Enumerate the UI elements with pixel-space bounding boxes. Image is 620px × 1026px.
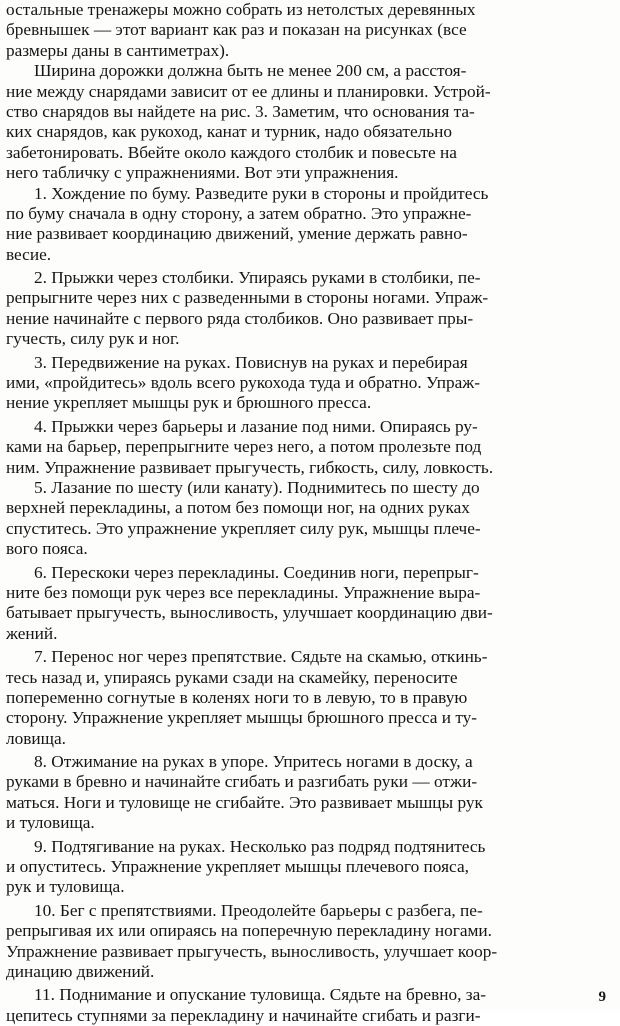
text-line: ним. Упражнение развивает прыгучесть, гибкость, силу, ловкость.	[6, 457, 494, 477]
text-line: забетонировать. Вбейте около каждого столбик и повесьте на	[6, 142, 457, 162]
text-line: ние между снарядами зависит от ее длины и планировки. Устрой-	[6, 81, 491, 101]
text-line: ками на барьер, перепрыгните через него, а потом пролезьте под	[6, 437, 482, 457]
text-line: рук и туловища.	[6, 877, 125, 897]
paragraph	[6, 752, 614, 834]
paragraph	[6, 268, 614, 350]
text-line: по буму сначала в одну сторону, а затем обратно. Это упражне-	[6, 203, 472, 223]
text-line: 8. Отжимание на руках в упоре. Упритесь ногами в доску, а	[34, 752, 473, 772]
text-line: остальные тренажеры можно собрать из нетолстых деревянных	[6, 0, 476, 19]
text-line: 2. Прыжки через столбики. Упираясь руками в столбики, пе-	[34, 268, 481, 288]
paragraph	[6, 61, 614, 183]
text-line: бревнышек — этот вариант как раз и показан на рисунках (все	[6, 20, 467, 40]
paragraph	[6, 837, 614, 898]
text-line: нение начинайте с первого ряда столбиков. Оно развивает пры-	[6, 308, 474, 328]
text-line: ство снарядов вы найдете на рис. 3. Заметим, что основания та-	[6, 101, 475, 121]
text-line: размеры даны в сантиметрах).	[6, 40, 230, 60]
text-line: 1. Хождение по буму. Разведите руки в стороны и пройдитесь	[34, 183, 489, 203]
text-line: ими, «пройдитесь» вдоль всего рукохода туда и обратно. Упраж-	[6, 373, 480, 393]
paragraph	[6, 563, 614, 645]
text-line: цепитесь ступнями за перекладину и начинайте сгибать и разги-	[6, 1005, 481, 1025]
text-line: динацию движений.	[6, 961, 155, 981]
text-line: верхней перекладины, а потом без помощи ног, на одних руках	[6, 498, 470, 518]
text-line: 3. Передвижение на руках. Повиснув на руках и перебирая	[34, 352, 468, 372]
text-line: тесь назад и, упираясь руками сзади на скамейку, переносите	[6, 667, 458, 687]
text-line: репрыгните через них с разведенными в стороны ногами. Упраж-	[6, 288, 489, 308]
paragraph	[6, 478, 614, 560]
text-line: спуститесь. Это упражнение укрепляет силу рук, мышцы плече-	[6, 518, 481, 538]
text-line: батывает прыгучесть, выносливость, улучшает координацию дви-	[6, 603, 493, 623]
paragraph	[6, 417, 614, 478]
text-line: репрыгивая их или опираясь на поперечную перекладину ногами.	[6, 921, 492, 941]
text-line: весие.	[6, 244, 52, 264]
text-line: нение укрепляет мышцы рук и брюшного пресса.	[6, 393, 372, 413]
text-line: 11. Поднимание и опускание туловища. Сядьте на бревно, за-	[34, 985, 487, 1005]
page-number: 9	[598, 989, 606, 1005]
paragraph	[6, 985, 614, 1026]
text-line: жений.	[6, 623, 58, 643]
text-line: сторону. Упражнение укрепляет мышцы брюшного пресса и ту-	[6, 708, 478, 728]
text-line: Ширина дорожки должна быть не менее 200 см, а расстоя-	[34, 61, 467, 81]
text-line: ких снарядов, как рукоход, канат и турник, надо обязательно	[6, 122, 453, 142]
text-line: 4. Прыжки через барьеры и лазание под ними. Опираясь ру-	[34, 416, 478, 436]
paragraph	[6, 353, 614, 414]
paragraph	[6, 0, 614, 61]
text-line: ловища.	[6, 728, 66, 748]
text-line: 6. Перескоки через перекладины. Соединив ноги, перепрыг-	[34, 562, 479, 582]
text-line: 7. Перенос ног через препятствие. Сядьте на скамью, откинь-	[34, 647, 488, 667]
text-line: и туловища.	[6, 813, 95, 833]
text-line: руками в бревно и начинайте сгибать и разгибать руки — отжи-	[6, 772, 478, 792]
text-line: попеременно согнутые в коленях ноги то в левую, то в правую	[6, 687, 468, 707]
paragraph	[6, 901, 614, 983]
text-line: маться. Ноги и туловище не сгибайте. Это развивает мышцы рук	[6, 792, 483, 812]
body-text	[6, 0, 614, 1026]
text-line: ните без помощи рук через все перекладины. Упражнение выра-	[6, 582, 481, 602]
text-line: вого пояса.	[6, 539, 88, 559]
text-line: ние развивает координацию движений, умение держать равно-	[6, 224, 468, 244]
text-line: него табличку с упражнениями. Вот эти упражнения.	[6, 163, 399, 183]
paragraph	[6, 647, 614, 749]
text-line: и опуститесь. Упражнение укрепляет мышцы плечевого пояса,	[6, 857, 469, 877]
text-line: гучесть, силу рук и ног.	[6, 329, 180, 349]
paragraph	[6, 184, 614, 266]
text-line: 9. Подтягивание на руках. Несколько раз подряд подтянитесь	[34, 836, 486, 856]
text-line: 5. Лазание по шесту (или канату). Поднимитесь по шесту до	[34, 477, 480, 497]
text-line: 10. Бег с препятствиями. Преодолейте барьеры с разбега, пе-	[34, 900, 483, 920]
text-line: Упражнение развивает прыгучесть, выносливость, улучшает коор-	[6, 941, 498, 961]
